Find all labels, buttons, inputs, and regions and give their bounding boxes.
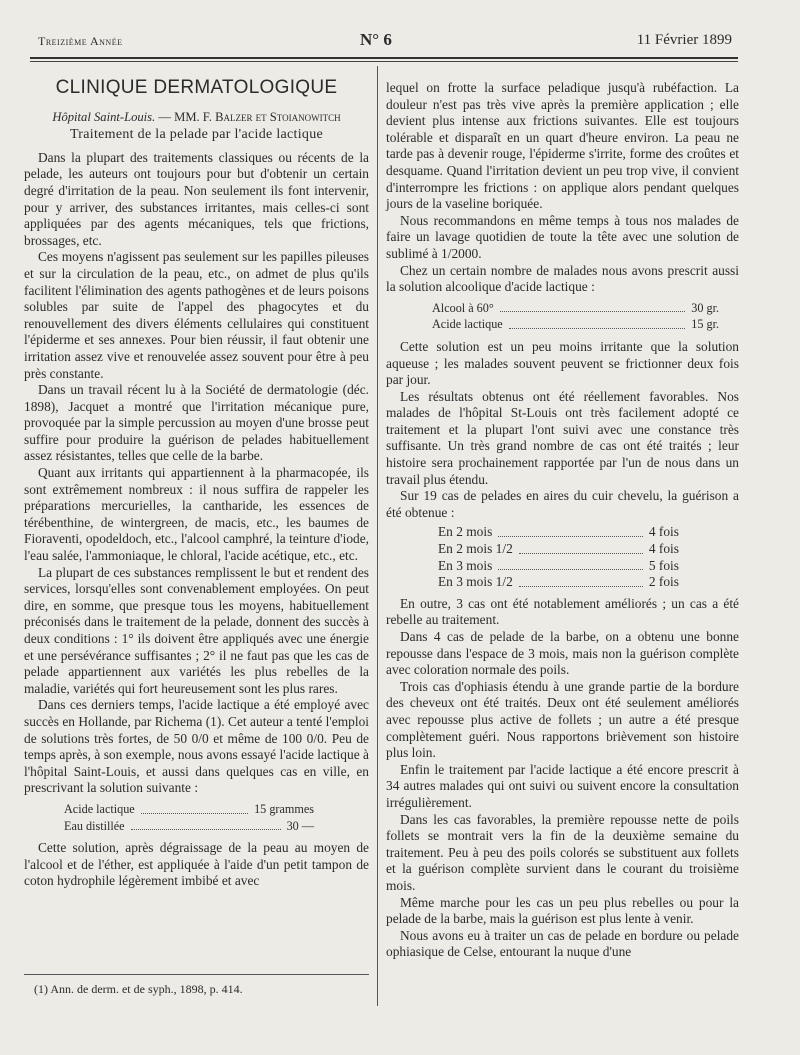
ingredient-qty: 15 gr.: [691, 317, 719, 332]
prescription-formula: [386, 300, 739, 333]
article-subtitle: Traitement de la pelade par l'acide lactique: [69, 127, 324, 143]
dot-leader: [498, 558, 643, 571]
dot-leader: [131, 818, 281, 831]
results-list: [386, 524, 739, 590]
result-row: [386, 524, 739, 541]
volume-year: Treizième Année: [38, 34, 123, 48]
prescription-formula: [24, 801, 369, 834]
paragraph: lequel on frotte la surface peladique jusqu'à rubéfaction. La douleur n'est pas très vive après la première application ; elle devient plus intense aux frictions suivantes. Elle est toujours tolérable et disparaît en un quart d'heure environ. La peau ne tarde pas à devenir rouge, l'épiderme s'irrite, forme des croûtes et desquame. Quand l'irritation devient un peu trop vive, il convient d'interrompre les frictions : on applique alors pendant quelques jours de la vaseline boriquée.: [386, 80, 739, 212]
formula-row: [24, 801, 369, 818]
paragraph: Nous recommandons en même temps à tous nos malades de faire un lavage quotidien de toute la tête avec une solution de sublimé à 1/2000.: [386, 212, 739, 261]
paragraph: Ces moyens n'agissent pas seulement sur les papilles pileuses et sur la circulation de la peau, etc., on admet de plus qu'ils facilitent l'élimination des agents pathogènes et de leurs poisons solubles par suite de l'appel des phagocytes et du renouvellement des divers éléments cellulaires qui constituent l'épiderme et ses annexes. Pour bien réussir, il faut obtenir une irritation assez vive et renouvelée assez souvent pour être à peu près constante.: [24, 249, 369, 381]
paragraph: Même marche pour les cas un peu plus rebelles ou pour la pelade de la barbe, mais la guérison est plus lente à venir.: [386, 894, 739, 927]
paragraph: Quant aux irritants qui appartiennent à la pharmacopée, ils sont extrêmement nombreux : il nous suffira de rappeler les préparations mercurielles, la cantharide, les essences de térébenthine, de wintergreen, de macis, etc., les baumes de Fioraventi, opodeldoch, etc., l'alcool camphré, la teinture d'iode, l'eau salée, l'ammoniaque, le chloral, l'acide acétique, etc., etc.: [24, 465, 369, 564]
paragraph: La plupart de ces substances remplissent le but et rendent des services, lorsqu'elles sont convenablement employées. On peut dire, en somme, que presque tous les moyens, habituellement préconisés dans le traitement de la pelade, donnent des succès à deux conditions : 1° ils doivent être appliqués avec une énergie et une persévérance suffisantes ; 2° il ne faut pas que les cas de pelade appartiennent aux variétés les plus rebelles de la maladie, variétés qui fort heureusement sont les plus rares.: [24, 564, 369, 696]
left-column: [24, 72, 369, 890]
paragraph: Dans un travail récent lu à la Société de dermatologie (déc. 1898), Jacquet a montré que l'irritation mécanique pure, provoquée par la simple percussion au moyen d'une brosse peut suffire pour produire la guérison de pelades habituellement assez résistantes, telles que celle de la barbe.: [24, 382, 369, 464]
header-rule-thick: [30, 57, 738, 59]
ingredient-qty: 30 gr.: [691, 300, 719, 315]
paragraph: Trois cas d'ophiasis étendu à une grande partie de la bordure des cheveux ont été traités. Deux ont été seulement améliorés avec repousse plus active de follets ; un autre a été presque complètement guéri. Nous rapportons brièvement son histoire plus loin.: [386, 678, 739, 761]
result-count: 5 fois: [648, 557, 679, 573]
ingredient-qty: 30 —: [286, 818, 314, 833]
header-rule-thin: [30, 61, 738, 62]
dot-leader: [498, 524, 643, 537]
byline: [24, 109, 369, 126]
dot-leader: [519, 541, 643, 554]
formula-row: [24, 818, 369, 835]
article-title: CLINIQUE DERMATOLOGIQUE: [55, 77, 338, 98]
ingredient-name: Eau distillée: [64, 818, 125, 833]
result-duration: En 2 mois: [438, 524, 493, 540]
issue-number: N° 6: [360, 30, 392, 49]
dot-leader: [500, 300, 685, 313]
paragraph: Les résultats obtenus ont été réellement favorables. Nos malades de l'hôpital St-Louis ont très facilement adopté ce traitement et la plupart l'ont suivi avec une constance très suffisante. Un très grand nombre de cas ont été traités ; leur histoire sera prochainement rapportée par l'un de nous dans un travail plus étendu.: [386, 388, 739, 487]
result-count: 4 fois: [648, 541, 679, 557]
paragraph: Nous avons eu à traiter un cas de pelade en bordure ou pelade ophiasique de Celse, entourant la nuque d'une: [386, 927, 739, 960]
paragraph: Dans 4 cas de pelade de la barbe, on a obtenu une bonne repousse dans l'espace de 3 mois, mais non la guérison complète avec coloration normale des poils.: [386, 629, 739, 678]
dot-leader: [141, 801, 248, 814]
ingredient-name: Acide lactique: [64, 801, 135, 816]
paragraph: Cette solution, après dégraissage de la peau au moyen de l'alcool et de l'éther, est appliquée à l'aide d'un petit tampon de coton hydrophile légèrement imbibé et avec: [24, 840, 369, 889]
running-header: [38, 30, 732, 52]
result-duration: En 3 mois: [438, 557, 493, 573]
paragraph: En outre, 3 cas ont été notablement améliorés ; un cas a été rebelle au traitement.: [386, 595, 739, 628]
result-duration: En 3 mois 1/2: [438, 574, 513, 590]
result-count: 2 fois: [648, 574, 679, 590]
paragraph: Cette solution est un peu moins irritante que la solution aqueuse ; les malades souvent peuvent se frictionner deux fois par jour.: [386, 338, 739, 388]
right-column: [386, 80, 739, 961]
byline-authors: — MM. F. Balzer et Stoianowitch: [158, 109, 341, 124]
formula-row: [386, 300, 739, 317]
formula-row: [386, 316, 739, 333]
ingredient-qty: 15 grammes: [254, 801, 314, 816]
result-row: [386, 541, 739, 558]
paragraph: Dans ces derniers temps, l'acide lactique a été employé avec succès en Hollande, par Richema (1). Cet auteur a tenté l'emploi de solutions très fortes, de 50 0/0 et même de 100 0/0. Peu de temps après, à son exemple, nous avons essayé l'acide lactique à l'hôpital Saint-Louis, et aussi dans quelques cas en ville, en prescrivant la solution suivante :: [24, 697, 369, 796]
result-row: [386, 574, 739, 591]
paragraph: Sur 19 cas de pelades en aires du cuir chevelu, la guérison a été obtenue :: [386, 488, 739, 520]
paragraph: Dans les cas favorables, la première repousse nette de poils follets se montrait vers la fin de la deuxième semaine du traitement. Peu à peu des poils colorés se substituent aux follets et la guérison complète survient dans le courant du troisième mois.: [386, 811, 739, 893]
byline-place: Hôpital Saint-Louis.: [52, 109, 156, 124]
dot-leader: [519, 574, 643, 587]
paragraph: Enfin le traitement par l'acide lactique a été encore prescrit à 34 autres malades qui ont suivi ou suivent encore la consultation irrégulièrement.: [386, 761, 739, 810]
ingredient-name: Alcool à 60°: [432, 300, 494, 315]
result-duration: En 2 mois 1/2: [438, 541, 513, 557]
footnote: (1) Ann. de derm. et de syph., 1898, p. 414.: [34, 982, 243, 996]
result-row: [386, 558, 739, 575]
paragraph: Chez un certain nombre de malades nous avons prescrit aussi la solution alcoolique d'acide lactique :: [386, 262, 739, 295]
paragraph: Dans la plupart des traitements classiques ou récents de la pelade, les auteurs ont toujours pour but d'obtenir un certain degré d'irritation de la peau. Non seulement ils font intervenir, pour y arriver, des substances irritantes, mais celles-ci sont appliquées par des agents mécaniques, tels que frictions, brossages, etc.: [24, 149, 369, 248]
result-count: 4 fois: [648, 524, 679, 540]
dot-leader: [509, 316, 686, 329]
issue-date: 11 Février 1899: [636, 32, 732, 48]
footnote-rule: [24, 974, 369, 975]
column-divider: [377, 66, 378, 1006]
ingredient-name: Acide lactique: [432, 317, 503, 332]
